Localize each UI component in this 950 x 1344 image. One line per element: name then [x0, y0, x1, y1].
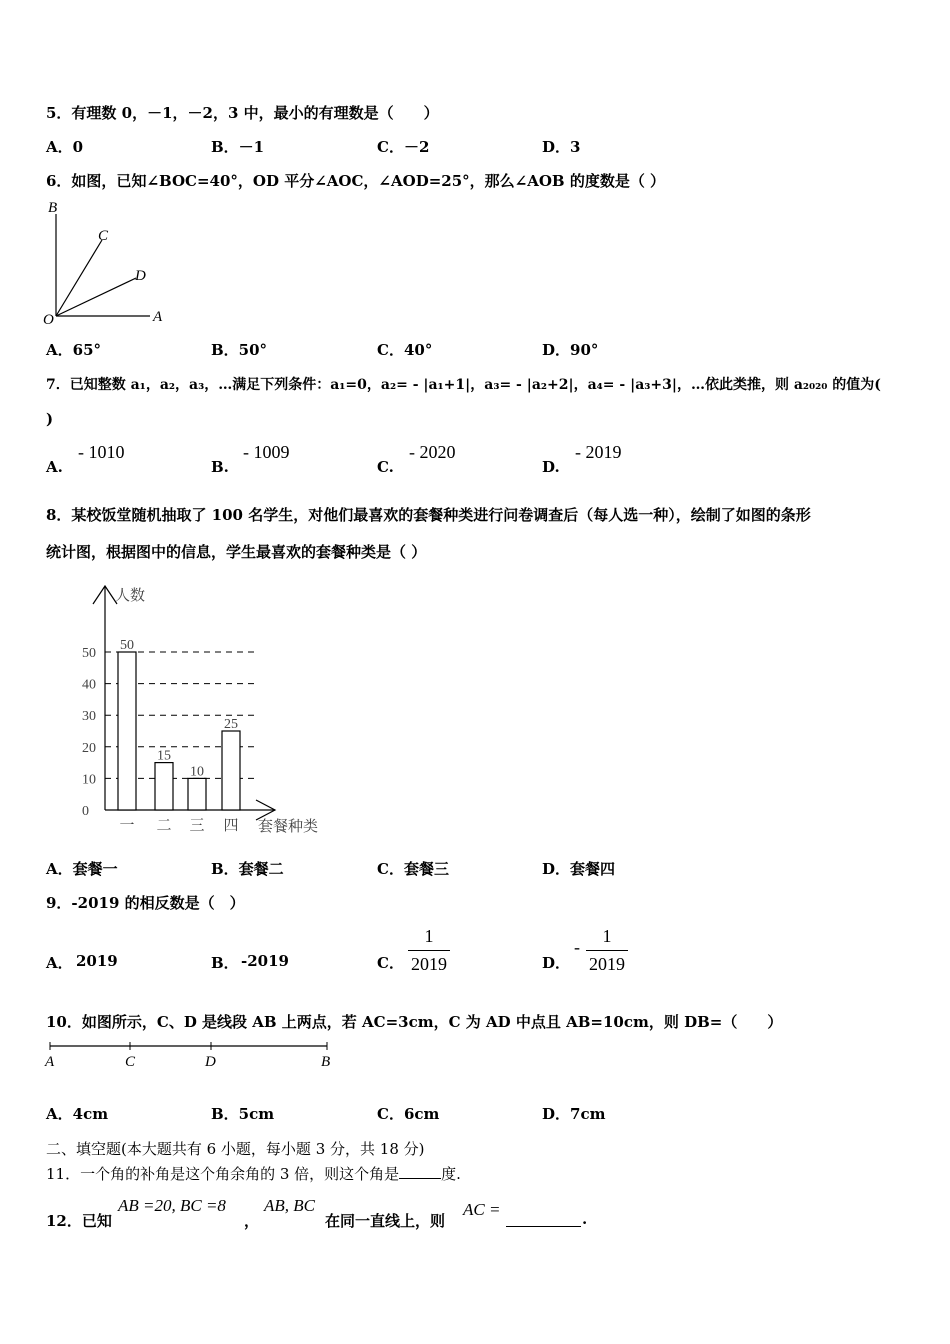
q11-text-end: 度. — [441, 1165, 461, 1183]
bar-data-label: 10 — [190, 764, 204, 780]
bar-4 — [222, 731, 240, 810]
q7-stem: 7．已知整数 a₁，a₂，a₃，…满足下列条件：a₁=0，a₂= - |a₁+1|，a₃= - |a₂+2|，a₄= - |a₃+3|，…依此类推，则 a₂₀₂₀ 的值为( — [46, 377, 881, 393]
q12-middle: 在同一直线上，则 — [325, 1212, 446, 1230]
q8-stem-line2: 统计图，根据图中的信息，学生最喜欢的套餐种类是（ ） — [46, 543, 427, 561]
q8-option-a: A．套餐一 — [46, 860, 118, 878]
label-c: C — [98, 228, 109, 244]
q12-condition: AB =20, BC =8 — [118, 1196, 226, 1215]
q9-option-a-letter: A． — [46, 954, 73, 972]
q5-option-a: A．0 — [46, 138, 84, 156]
label-b: B — [48, 200, 58, 216]
q9-d-denominator: 2019 — [589, 954, 625, 974]
x-category-label: 四 — [223, 818, 239, 834]
q6-stem: 6．如图，已知∠BOC=40°，OD 平分∠AOC，∠AOD=25°，那么∠AOB 的度数是（ ） — [46, 172, 666, 190]
q8-bar-chart — [70, 578, 340, 840]
q9-option-b-letter: B． — [211, 954, 239, 972]
q12-comma: ， — [244, 1212, 260, 1230]
q9-option-c-fraction — [408, 926, 450, 975]
bar-data-label: 15 — [157, 748, 171, 764]
q5-option-b: B．－1 — [211, 138, 265, 156]
y-tick-label: 0 — [82, 804, 89, 819]
section-2-heading: 二、填空题(本大题共有 6 小题，每小题 3 分，共 18 分) — [46, 1140, 425, 1158]
q6-option-c: C．40° — [377, 341, 433, 359]
label-d: D — [205, 1054, 216, 1070]
y-tick-label: 10 — [82, 772, 96, 788]
q10-option-a: A．4cm — [46, 1105, 109, 1123]
q9-option-b-value: -2019 — [241, 952, 289, 970]
q6-option-b: B．50° — [211, 341, 268, 359]
q8-option-d: D．套餐四 — [542, 860, 616, 878]
q9-stem: 9．-2019 的相反数是（ ） — [46, 894, 245, 912]
q7-stem-end: ) — [46, 410, 54, 428]
q9-option-d-letter: D． — [542, 954, 571, 972]
q7-option-b-value: - 1009 — [243, 442, 290, 462]
bar-1 — [118, 652, 136, 810]
q8-option-b: B．套餐二 — [211, 860, 284, 878]
q8-option-c: C．套餐三 — [377, 860, 449, 878]
q9-option-d-fraction — [586, 926, 628, 975]
q10-stem: 10．如图所示，C、D 是线段 AB 上两点，若 AC=3cm，C 为 AD 中点且 AB=10cm，则 DB=（ ） — [46, 1013, 783, 1031]
label-o: O — [43, 312, 54, 328]
q9-option-c-letter: C． — [377, 954, 404, 972]
q11-text: 11．一个角的补角是这个角余角的 3 倍，则这个角是 — [46, 1165, 400, 1183]
q5-option-d: D．3 — [542, 138, 581, 156]
q7-option-a-value: - 1010 — [78, 442, 125, 462]
q9-c-denominator: 2019 — [411, 954, 447, 974]
q11-stem — [46, 1163, 461, 1184]
q11-answer-blank[interactable] — [399, 1178, 441, 1179]
q9-d-numerator: 1 — [602, 926, 612, 946]
y-tick-label: 30 — [82, 709, 96, 725]
x-category-label: 三 — [189, 818, 205, 834]
q5-stem: 5．有理数 0，－1，－2，3 中，最小的有理数是（ ） — [46, 104, 439, 122]
q7-option-a-letter: A. — [46, 458, 63, 476]
q12-segments: AB, BC — [264, 1196, 315, 1215]
label-c: C — [125, 1054, 136, 1070]
q9-c-numerator: 1 — [424, 926, 434, 946]
q12-ask: AC = — [463, 1200, 501, 1219]
label-a: A — [45, 1054, 55, 1070]
bar-data-label: 50 — [120, 638, 134, 653]
q6-option-a: A．65° — [46, 341, 102, 359]
x-category-label: 一 — [119, 818, 135, 834]
q9-option-a-value: 2019 — [76, 952, 118, 970]
q7-option-d-letter: D. — [542, 458, 560, 476]
q7-option-d-value: - 2019 — [575, 442, 622, 462]
q7-option-b-letter: B. — [211, 458, 229, 476]
q7-option-c-value: - 2020 — [409, 442, 456, 462]
y-axis-label: 人数 — [115, 588, 146, 604]
q6-angle-figure — [40, 196, 180, 332]
q10-segment-figure — [40, 1036, 340, 1070]
x-category-label: 二 — [156, 818, 172, 834]
q5-option-c: C．－2 — [377, 138, 430, 156]
y-tick-label: 20 — [82, 740, 96, 756]
q7-option-c-letter: C. — [377, 458, 394, 476]
label-d: D — [135, 268, 146, 284]
q10-option-b: B．5cm — [211, 1105, 275, 1123]
label-b: B — [321, 1054, 331, 1070]
bar-3 — [188, 778, 206, 810]
q10-option-d: D．7cm — [542, 1105, 606, 1123]
q10-option-c: C．6cm — [377, 1105, 440, 1123]
q12-end: . — [582, 1210, 588, 1228]
q12-prefix: 12．已知 — [46, 1212, 112, 1230]
q12-answer-blank[interactable] — [506, 1210, 581, 1227]
q9-option-d-sign: - — [574, 937, 580, 957]
bar-data-label: 25 — [224, 717, 238, 732]
y-tick-label: 50 — [82, 646, 96, 661]
label-a: A — [153, 309, 163, 325]
q6-option-d: D．90° — [542, 341, 599, 359]
x-axis-label: 套餐种类 — [258, 819, 319, 835]
y-tick-label: 40 — [82, 677, 96, 693]
q8-stem: 8．某校饭堂随机抽取了 100 名学生，对他们最喜欢的套餐种类进行问卷调查后（每人选一种），绘制了如图的条形 — [46, 506, 811, 524]
bar-2 — [155, 763, 173, 810]
